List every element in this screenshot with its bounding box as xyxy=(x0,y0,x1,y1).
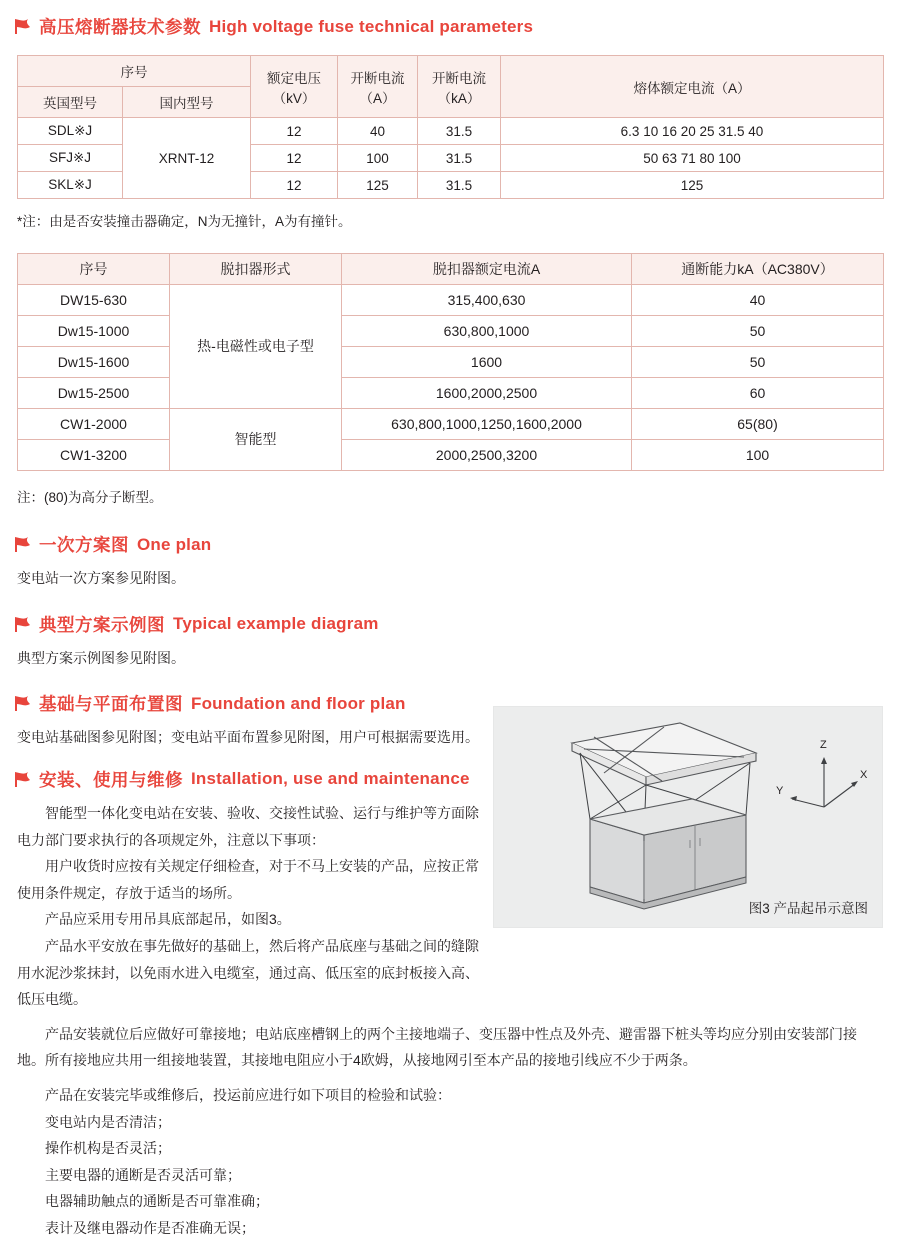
section-title-en: Typical example diagram xyxy=(173,614,379,634)
table-row xyxy=(18,408,884,439)
breaker-table-note: 注：(80)为高分子断型。 xyxy=(17,489,163,505)
header-breaking-a-line1: 开断电流 xyxy=(350,70,405,86)
section-title-en: One plan xyxy=(137,534,212,554)
section-heading-fuse xyxy=(14,14,900,39)
maintenance-checklist-item-5: 表计及继电器动作是否准确无误； xyxy=(45,1219,255,1236)
cell-rated-currents: 315,400,630 xyxy=(342,284,632,315)
maintenance-paragraph-4: 产品水平安放在事先做好的基础上，然后将产品底座与基础之间的缝隙用水泥沙浆抹封，以免雨水进入电缆室，通过高、低压室的底封板接入高、低压电缆。 xyxy=(17,937,479,1008)
maintenance-paragraph-5: 产品安装就位后应做好可靠接地；电站底座槽钢上的两个主接地端子、变压器中性点及外壳、避雷器下桩头等均应分别由安装部门接地。所有接地应共用一组接地装置，其接地电阻应小于4欧姆，从接地网引至本产品的接地引线应不少于两条。 xyxy=(17,1025,857,1069)
cell-breaking-current-a: 100 xyxy=(338,145,418,172)
cell-model: Dw15-1600 xyxy=(18,346,170,377)
section-title-cn: 一次方案图 xyxy=(39,535,129,556)
cell-model: CW1-2000 xyxy=(18,408,170,439)
cell-trip-type: 热-电磁性或电子型 xyxy=(170,284,342,408)
header-rated-voltage-line1: 额定电压 xyxy=(267,70,321,86)
maintenance-paragraph-3: 产品应采用专用吊具底部起吊，如图3。 xyxy=(45,911,291,928)
axis-label-y: Y xyxy=(776,785,784,797)
cell-uk-model: SDL※J xyxy=(18,118,123,145)
header-cell-index: 序号 xyxy=(18,56,251,87)
table-header-row xyxy=(18,253,884,284)
cell-trip-type: 智能型 xyxy=(170,408,342,470)
section-title-en: Foundation and floor plan xyxy=(191,693,406,713)
cell-breaking-capacity: 100 xyxy=(632,439,884,470)
header-breaking-a-line2: （A） xyxy=(359,90,396,106)
table-row xyxy=(18,377,884,408)
cell-rated-currents: 1600,2000,2500 xyxy=(342,377,632,408)
header-cell-rated-voltage xyxy=(251,56,338,118)
cell-fuse-rated-currents: 50 63 71 80 100 xyxy=(501,145,884,172)
fuse-table-note: *注：由是否安装撞击器确定，N为无撞针，A为有撞针。 xyxy=(17,214,352,229)
header-cell-breaking-current-a xyxy=(338,56,418,118)
typical-body: 典型方案示例图参见附图。 xyxy=(17,649,185,666)
maintenance-paragraph-6: 产品在安装完毕或维修后，投运前应进行如下项目的检验和试验： xyxy=(45,1086,451,1103)
axis-label-x: X xyxy=(860,769,868,781)
cell-fuse-rated-currents: 6.3 10 16 20 25 31.5 40 xyxy=(501,118,884,145)
table-row xyxy=(18,315,884,346)
flag-icon xyxy=(14,771,31,788)
cell-model: CW1-3200 xyxy=(18,439,170,470)
header-cell-fuse-rated-current: 熔体额定电流（A） xyxy=(501,56,884,118)
header-breaking-ka-line2: （kA） xyxy=(437,90,481,106)
fuse-parameters-table xyxy=(17,55,884,199)
maintenance-checklist-item-4: 电器辅助触点的通断是否可靠准确； xyxy=(45,1193,269,1210)
header-cell-breaking-current-ka xyxy=(418,56,501,118)
table-header-row xyxy=(18,56,884,87)
cell-breaking-current-a: 125 xyxy=(338,172,418,199)
header-cell-index: 序号 xyxy=(18,253,170,284)
section-heading-typical xyxy=(14,612,900,637)
cell-breaking-capacity: 65(80) xyxy=(632,408,884,439)
cell-uk-model: SFJ※J xyxy=(18,145,123,172)
maintenance-paragraph-1: 智能型一体化变电站在安装、验收、交接性试验、运行与维护等方面除电力部门要求执行的各项规定外，注意以下事项： xyxy=(17,804,479,848)
cell-rated-currents: 630,800,1000,1250,1600,2000 xyxy=(342,408,632,439)
section-title-cn: 安装、使用与维修 xyxy=(39,769,183,790)
table-row xyxy=(18,439,884,470)
flag-icon xyxy=(14,695,31,712)
cell-breaking-capacity: 50 xyxy=(632,315,884,346)
cell-breaking-current-ka: 31.5 xyxy=(418,145,501,172)
maintenance-checklist-item-3: 主要电器的通断是否灵活可靠； xyxy=(45,1166,241,1183)
header-cell-cn-model: 国内型号 xyxy=(123,87,251,118)
cell-breaking-capacity: 60 xyxy=(632,377,884,408)
maintenance-checklist-item-2: 操作机构是否灵活； xyxy=(45,1140,171,1157)
section-title-en: Installation, use and maintenance xyxy=(191,769,470,789)
one-plan-body: 变电站一次方案参见附图。 xyxy=(17,570,185,587)
section-title-cn: 基础与平面布置图 xyxy=(39,694,183,715)
table-row xyxy=(18,346,884,377)
cell-rated-currents: 2000,2500,3200 xyxy=(342,439,632,470)
cell-breaking-current-a: 40 xyxy=(338,118,418,145)
breaker-parameters-table xyxy=(17,253,884,471)
section-title-cn: 典型方案示例图 xyxy=(39,614,165,635)
flag-icon xyxy=(14,536,31,553)
lifting-diagram-figure xyxy=(493,706,883,928)
table-row xyxy=(18,118,884,145)
section-heading-one-plan xyxy=(14,532,900,557)
cell-rated-voltage: 12 xyxy=(251,145,338,172)
cell-rated-voltage: 12 xyxy=(251,118,338,145)
table-row xyxy=(18,284,884,315)
header-cell-uk-model: 英国型号 xyxy=(18,87,123,118)
cell-rated-currents: 630,800,1000 xyxy=(342,315,632,346)
header-cell-breaking-capacity: 通断能力kA（AC380V） xyxy=(632,253,884,284)
cell-rated-voltage: 12 xyxy=(251,172,338,199)
header-breaking-ka-line1: 开断电流 xyxy=(432,70,486,86)
header-rated-voltage-line2: （kV） xyxy=(272,90,316,106)
cell-model: Dw15-1000 xyxy=(18,315,170,346)
cell-model: Dw15-2500 xyxy=(18,377,170,408)
cell-breaking-current-ka: 31.5 xyxy=(418,172,501,199)
axis-label-z: Z xyxy=(820,739,827,751)
foundation-body: 变电站基础图参见附图；变电站平面布置参见附图，用户可根据需要选用。 xyxy=(17,729,479,746)
header-cell-trip-type: 脱扣器形式 xyxy=(170,253,342,284)
flag-icon xyxy=(14,616,31,633)
cell-model: DW15-630 xyxy=(18,284,170,315)
maintenance-paragraph-2: 用户收货时应按有关规定仔细检查，对于不马上安装的产品，应按正常使用条件规定，存放于适当的场所。 xyxy=(17,858,479,901)
flag-icon xyxy=(14,18,31,35)
cell-cn-model: XRNT-12 xyxy=(123,118,251,199)
cell-breaking-current-ka: 31.5 xyxy=(418,118,501,145)
section-title-cn: 高压熔断器技术参数 xyxy=(39,17,201,37)
cell-rated-currents: 1600 xyxy=(342,346,632,377)
figure-caption: 图3 产品起吊示意图 xyxy=(748,901,868,916)
cell-breaking-capacity: 50 xyxy=(632,346,884,377)
header-cell-rated-currents: 脱扣器额定电流A xyxy=(342,253,632,284)
cell-breaking-capacity: 40 xyxy=(632,284,884,315)
maintenance-checklist-item-1: 变电站内是否清洁； xyxy=(45,1113,171,1130)
cell-uk-model: SKL※J xyxy=(18,172,123,199)
section-title-en: High voltage fuse technical parameters xyxy=(209,16,534,36)
cell-fuse-rated-currents: 125 xyxy=(501,172,884,199)
